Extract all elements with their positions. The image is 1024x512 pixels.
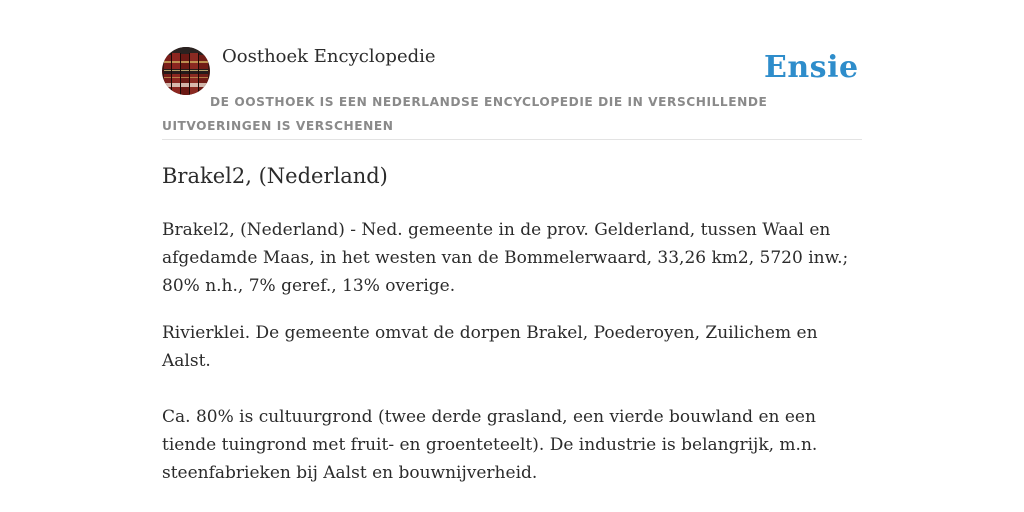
header-divider [162,139,862,140]
ensie-logo[interactable]: Ensie [764,50,859,85]
entry-paragraph: Rivierklei. De gemeente omvat de dorpen Brakel, Poederoyen, Zuilichem en Aalst. [162,323,818,371]
source-avatar[interactable] [162,47,210,95]
source-title-link[interactable]: Oosthoek Encyclopedie [222,46,436,67]
book-spines-avatar-icon [162,47,210,95]
entry-paragraph: Ca. 80% is cultuurgrond (twee derde grasland, een vierde bouwland en een tiende tuingrond met fruit- en groenteteelt). De industrie is belangrijk, m.n. steenfabrieken bij Aalst en bouwnijverheid. [162,407,818,483]
entry-paragraph: Brakel2, (Nederland) - Ned. gemeente in de prov. Gelderland, tussen Waal en afgedamde Maas, in het westen van de Bommelerwaard, 33,26 km2, 5720 inw.; 80% n.h., 7% geref., 13% overige. [162,220,849,296]
page-title: Brakel2, (Nederland) [162,164,388,188]
source-description: DE OOSTHOEK IS EEN NEDERLANDSE ENCYCLOPEDIE DIE IN VERSCHILLENDE UITVOERINGEN IS VERSCHENEN [162,95,768,133]
